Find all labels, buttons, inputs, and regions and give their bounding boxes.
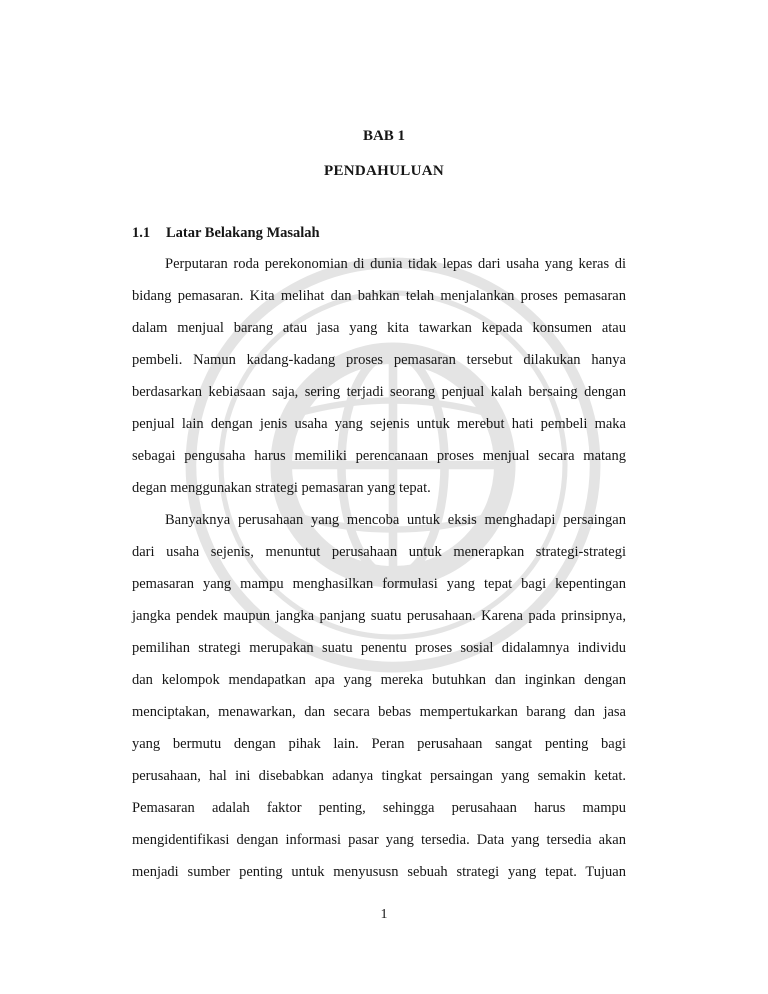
- paragraph-line: degan menggunakan strategi pemasaran yang tepat.: [132, 480, 431, 496]
- paragraph-line: dan kelompok mendapatkan apa yang mereka butuhkan dan inginkan dengan: [132, 672, 626, 688]
- paragraph-line: Pemasaran adalah faktor penting, sehingga perusahaan harus mampu: [132, 800, 626, 816]
- section-number: 1.1: [132, 225, 151, 241]
- chapter-title: PENDAHULUAN: [324, 163, 444, 179]
- paragraph-line: jangka pendek maupun jangka panjang suatu perusahaan. Karena pada prinsipnya,: [132, 608, 626, 624]
- paragraph-line: penjual lain dengan jenis usaha yang sejenis untuk merebut hati pembeli maka: [132, 416, 626, 432]
- paragraph-line: dari usaha sejenis, menuntut perusahaan untuk menerapkan strategi-strategi: [132, 544, 626, 560]
- paragraph-line: perusahaan, hal ini disebabkan adanya tingkat persaingan yang semakin ketat.: [132, 768, 626, 784]
- paragraph-line: menciptakan, menawarkan, dan secara bebas mempertukarkan barang dan jasa: [132, 704, 626, 720]
- section-title: Latar Belakang Masalah: [166, 225, 320, 241]
- paragraph-line: Perputaran roda perekonomian di dunia tidak lepas dari usaha yang keras di: [165, 256, 626, 272]
- paragraph-line: mengidentifikasi dengan informasi pasar yang tersedia. Data yang tersedia akan: [132, 832, 626, 848]
- paragraph-line: sebagai pengusaha harus memiliki perencanaan proses menjual secara matang: [132, 448, 626, 464]
- paragraph-line: yang bermutu dengan pihak lain. Peran perusahaan sangat penting bagi: [132, 736, 626, 752]
- paragraph-line: berdasarkan kebiasaan saja, sering terjadi seorang penjual kalah bersaing dengan: [132, 384, 626, 400]
- section-heading: [132, 225, 320, 242]
- page-number: 1: [380, 907, 388, 922]
- paragraph-line: pembeli. Namun kadang-kadang proses pemasaran tersebut dilakukan hanya: [132, 352, 626, 368]
- paragraph-line: Banyaknya perusahaan yang mencoba untuk eksis menghadapi persaingan: [165, 512, 626, 528]
- paragraph-line: menjadi sumber penting untuk menyususn sebuah strategi yang tepat. Tujuan: [132, 864, 626, 880]
- chapter-number: BAB 1: [362, 128, 406, 144]
- paragraph-line: dalam menjual barang atau jasa yang kita tawarkan kepada konsumen atau: [132, 320, 626, 336]
- paragraph-line: pemilihan strategi merupakan suatu penentu proses sosial didalamnya individu: [132, 640, 626, 656]
- paragraph-line: bidang pemasaran. Kita melihat dan bahkan telah menjalankan proses pemasaran: [132, 288, 626, 304]
- paragraph-line: pemasaran yang mampu menghasilkan formulasi yang tepat bagi kepentingan: [132, 576, 626, 592]
